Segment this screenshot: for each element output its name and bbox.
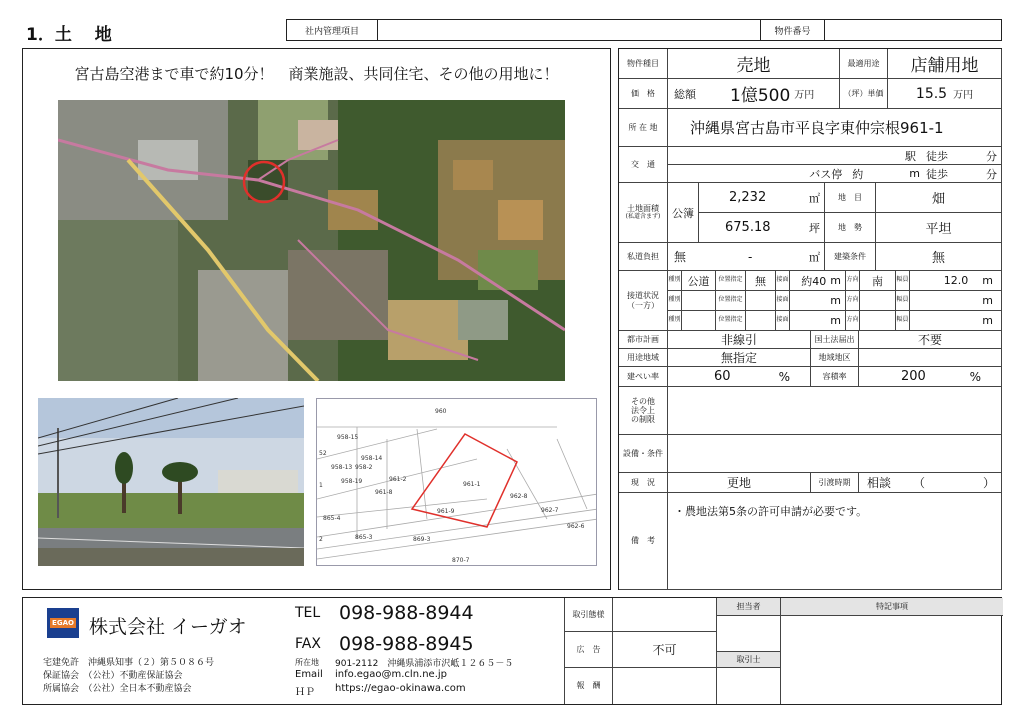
parcel-label: 865-3 — [355, 534, 373, 541]
email-value[interactable]: info.egao@m.cln.ne.jp — [335, 669, 448, 680]
email-label: Email — [295, 669, 323, 680]
road-dir-value — [860, 291, 896, 311]
property-no-label: 物件番号 — [761, 20, 825, 40]
private-road-value: 無 — [674, 250, 687, 264]
special-value — [781, 616, 1003, 704]
area-tsubo-unit: 坪 — [809, 221, 820, 235]
company-logo — [47, 608, 79, 638]
road-width-unit: m — [982, 314, 993, 327]
national-land-value: 不要 — [859, 331, 1002, 349]
road-type-label: 種別 — [668, 291, 682, 311]
far-unit: % — [969, 369, 981, 384]
ad-value: 不可 — [613, 632, 717, 668]
facility-label: 設備・条件 — [619, 435, 668, 473]
ad-label: 広 告 — [565, 632, 613, 668]
details-table — [618, 48, 1002, 590]
bus-min-unit: 分 — [986, 167, 997, 181]
road-pos-value: 無 — [746, 271, 776, 291]
fax-number: 098-988-8945 — [339, 633, 474, 655]
land-area-sub: (私道含まず) — [625, 212, 661, 220]
handover-cell — [859, 473, 1002, 493]
transport-label: 交 通 — [619, 147, 668, 183]
unit-price-cell — [888, 79, 1002, 109]
road-width-label: 幅員 — [896, 311, 910, 331]
hp-label: ＨＰ — [295, 687, 315, 698]
road-type-label: 種別 — [668, 311, 682, 331]
unit-price-label: （坪）単価 — [840, 79, 888, 109]
parcel-label: 1 — [319, 482, 323, 489]
parcel-label: 958-15 — [337, 434, 359, 441]
walk-min-unit: 分 — [986, 149, 997, 163]
footer — [22, 597, 1002, 705]
unit-price-unit: 万円 — [953, 90, 974, 101]
chimoku-label: 地 目 — [825, 183, 876, 213]
private-road-dash: - — [748, 249, 753, 264]
land-area-label-text: 土地面積 — [627, 204, 659, 214]
parcel-label: 958-2 — [355, 464, 373, 471]
parcel-map[interactable] — [316, 398, 597, 566]
chisei-label: 地 勢 — [825, 213, 876, 243]
logo-text: EGAO — [52, 619, 74, 627]
bcr-unit: % — [778, 369, 790, 384]
road-width-label: 幅員 — [896, 291, 910, 311]
parcel-label: 958-13 — [331, 464, 353, 471]
best-use-label: 最適用途 — [840, 49, 888, 79]
address-label: 所 在 地 — [619, 109, 668, 147]
transport-bus — [668, 165, 1002, 183]
parcel-label: 960 — [435, 408, 447, 415]
type-label: 物件種目 — [619, 49, 668, 79]
far-cell — [859, 367, 1002, 387]
handover-paren-open: （ — [913, 476, 926, 490]
road-pos-label: 位置指定 — [716, 291, 746, 311]
tel-number[interactable]: 098-988-8944 — [339, 602, 474, 624]
walk-label: 徒歩 — [926, 149, 948, 163]
national-land-label: 国土法届出 — [811, 331, 859, 349]
other-law-value — [668, 387, 1002, 435]
aerial-map[interactable] — [58, 100, 565, 381]
price-total-label: 総額 — [674, 87, 696, 101]
parcel-label: 958-14 — [361, 455, 383, 462]
road-type-value: 公道 — [682, 271, 716, 291]
parcel-label: 2 — [319, 536, 323, 543]
affiliation-info: 所属協会 （公社）全日本不動産協会 — [43, 684, 192, 694]
special-label: 特記事項 — [781, 598, 1003, 616]
road-dir-value: 南 — [860, 271, 896, 291]
parcel-label: 962-7 — [541, 507, 559, 514]
type-value: 売地 — [668, 49, 840, 79]
bus-approx: 約 — [852, 167, 864, 181]
far-label: 容積率 — [811, 367, 859, 387]
parcel-label: 961-8 — [375, 489, 393, 496]
road-dir-label: 方向 — [846, 291, 860, 311]
hp-value[interactable]: https://egao-okinawa.com — [335, 683, 466, 694]
other-law-label: その他法令上の制限 — [619, 387, 668, 435]
zoning-value: 無指定 — [668, 349, 811, 367]
addr-value: 901-2112 沖縄県浦添市沢岻１２６５－５ — [335, 659, 514, 669]
road-frontage-value: 約40 — [801, 274, 827, 288]
road-dir-label: 方向 — [846, 271, 860, 291]
price-label: 価 格 — [619, 79, 668, 109]
road-frontage-label: 接面 — [776, 311, 790, 331]
road-type-value — [682, 291, 716, 311]
status-label: 現 況 — [619, 473, 668, 493]
company-name: 株式会社 イーガオ — [89, 616, 247, 638]
road-label: 接道状況（一方） — [619, 271, 668, 331]
road-width-cell — [910, 311, 1002, 331]
remarks-value: ・農地法第5条の許可申請が必要です。 — [668, 493, 1002, 590]
street-photo-svg — [38, 398, 304, 566]
headline: 宮古島空港まで車で約10分！ 商業施設、共同住宅、その他の用地に！ — [74, 65, 559, 83]
footer-grid — [564, 598, 1002, 704]
district-value — [859, 349, 1002, 367]
bcr-value: 60 — [714, 369, 731, 384]
aerial-map-svg — [58, 100, 565, 381]
road-frontage-cell — [790, 291, 846, 311]
building-cond-value: 無 — [876, 243, 1002, 271]
private-road-cell — [668, 243, 825, 271]
parcel-label: 865-4 — [323, 515, 341, 522]
parcel-label: 869-3 — [413, 536, 431, 543]
road-frontage-cell — [790, 271, 846, 291]
address-value: 沖縄県宮古島市平良字東仲宗根961-1 — [668, 109, 1002, 147]
status-value: 更地 — [668, 473, 811, 493]
agent-value — [717, 668, 781, 704]
mgmt-value[interactable] — [378, 20, 761, 40]
image-panel — [22, 48, 611, 590]
road-dir-value — [860, 311, 896, 331]
road-type-label: 種別 — [668, 271, 682, 291]
price-value: 1億500 — [730, 86, 791, 106]
road-frontage-cell — [790, 311, 846, 331]
staff-value — [717, 616, 781, 652]
road-width-cell — [910, 271, 1002, 291]
road-frontage-label: 接面 — [776, 271, 790, 291]
parcel-label: 870-7 — [452, 557, 470, 564]
bus-m-unit: m — [909, 167, 920, 180]
area-sqm-unit: ㎡ — [809, 191, 820, 205]
road-frontage-unit: m — [830, 314, 841, 327]
deal-value — [613, 598, 717, 632]
mgmt-label: 社内管理項目 — [287, 20, 378, 40]
chimoku-value: 畑 — [876, 183, 1002, 213]
parcel-label: 52 — [319, 450, 327, 457]
road-pos-label: 位置指定 — [716, 271, 746, 291]
road-width-value: 12.0 — [943, 274, 969, 287]
land-area-type: 公簿 — [668, 183, 699, 243]
parcel-label: 961-1 — [463, 481, 481, 488]
district-label: 地域地区 — [811, 349, 859, 367]
deal-label: 取引態様 — [565, 598, 613, 632]
license-info: 宅建免許 沖縄県知事（２）第５０８６号 — [43, 658, 215, 668]
section-title: 1．土 地 — [26, 25, 112, 45]
parcel-label: 961-9 — [437, 508, 455, 515]
bus-walk-label: 徒歩 — [926, 167, 948, 181]
tel-label: TEL — [295, 605, 321, 621]
price-unit: 万円 — [794, 90, 815, 101]
road-frontage-unit: m — [830, 294, 841, 307]
management-header — [286, 19, 1002, 41]
road-pos-value — [746, 291, 776, 311]
road-width-label: 幅員 — [896, 271, 910, 291]
area-sqm-value: 2,232 — [729, 190, 767, 205]
parcel-label: 962-8 — [510, 493, 528, 500]
handover-value: 相談 — [867, 476, 892, 490]
station-suffix: 駅 — [905, 149, 916, 163]
road-pos-value — [746, 311, 776, 331]
parcel-label: 962-6 — [567, 523, 585, 530]
road-dir-label: 方向 — [846, 311, 860, 331]
parcel-label: 958-19 — [341, 478, 363, 485]
price-cell — [668, 79, 840, 109]
land-area-label — [619, 183, 668, 243]
bcr-label: 建ぺい率 — [619, 367, 668, 387]
road-type-value — [682, 311, 716, 331]
building-cond-label: 建築条件 — [825, 243, 876, 271]
area-tsubo-cell — [699, 213, 825, 243]
city-plan-label: 都市計画 — [619, 331, 668, 349]
handover-label: 引渡時期 — [811, 473, 859, 493]
agent-label: 取引士 — [717, 652, 781, 668]
road-width-unit: m — [982, 294, 993, 307]
fax-label: FAX — [295, 636, 321, 652]
parcel-map-svg — [317, 399, 597, 566]
road-width-unit: m — [982, 274, 993, 287]
bus-label: バス停 — [809, 167, 843, 181]
facility-value — [668, 435, 1002, 473]
far-value: 200 — [901, 369, 926, 384]
guarantee-info: 保証協会 （公社）不動産保証協会 — [43, 671, 183, 681]
area-sqm-cell — [699, 183, 825, 213]
zoning-label: 用途地域 — [619, 349, 668, 367]
road-frontage-label: 接面 — [776, 291, 790, 311]
property-no-value[interactable] — [825, 20, 1001, 40]
best-use-value: 店舗用地 — [888, 49, 1002, 79]
parcel-label: 961-2 — [389, 476, 407, 483]
staff-label: 担当者 — [717, 598, 781, 616]
bcr-cell — [668, 367, 811, 387]
remarks-label: 備 考 — [619, 493, 668, 590]
street-photo[interactable] — [38, 398, 304, 566]
private-road-unit: ㎡ — [809, 250, 820, 264]
private-road-label: 私道負担 — [619, 243, 668, 271]
road-pos-label: 位置指定 — [716, 311, 746, 331]
road-grid — [668, 271, 1002, 331]
fee-label: 報 酬 — [565, 668, 613, 704]
transport-station — [668, 147, 1002, 165]
chisei-value: 平坦 — [876, 213, 1002, 243]
road-frontage-unit: m — [830, 274, 841, 287]
area-tsubo-value: 675.18 — [725, 220, 771, 235]
handover-paren-close: ） — [982, 476, 995, 490]
unit-price-value: 15.5 — [915, 85, 948, 102]
fee-value — [613, 668, 717, 704]
city-plan-value: 非線引 — [668, 331, 811, 349]
addr-label: 所在地 — [295, 658, 319, 667]
road-width-cell — [910, 291, 1002, 311]
